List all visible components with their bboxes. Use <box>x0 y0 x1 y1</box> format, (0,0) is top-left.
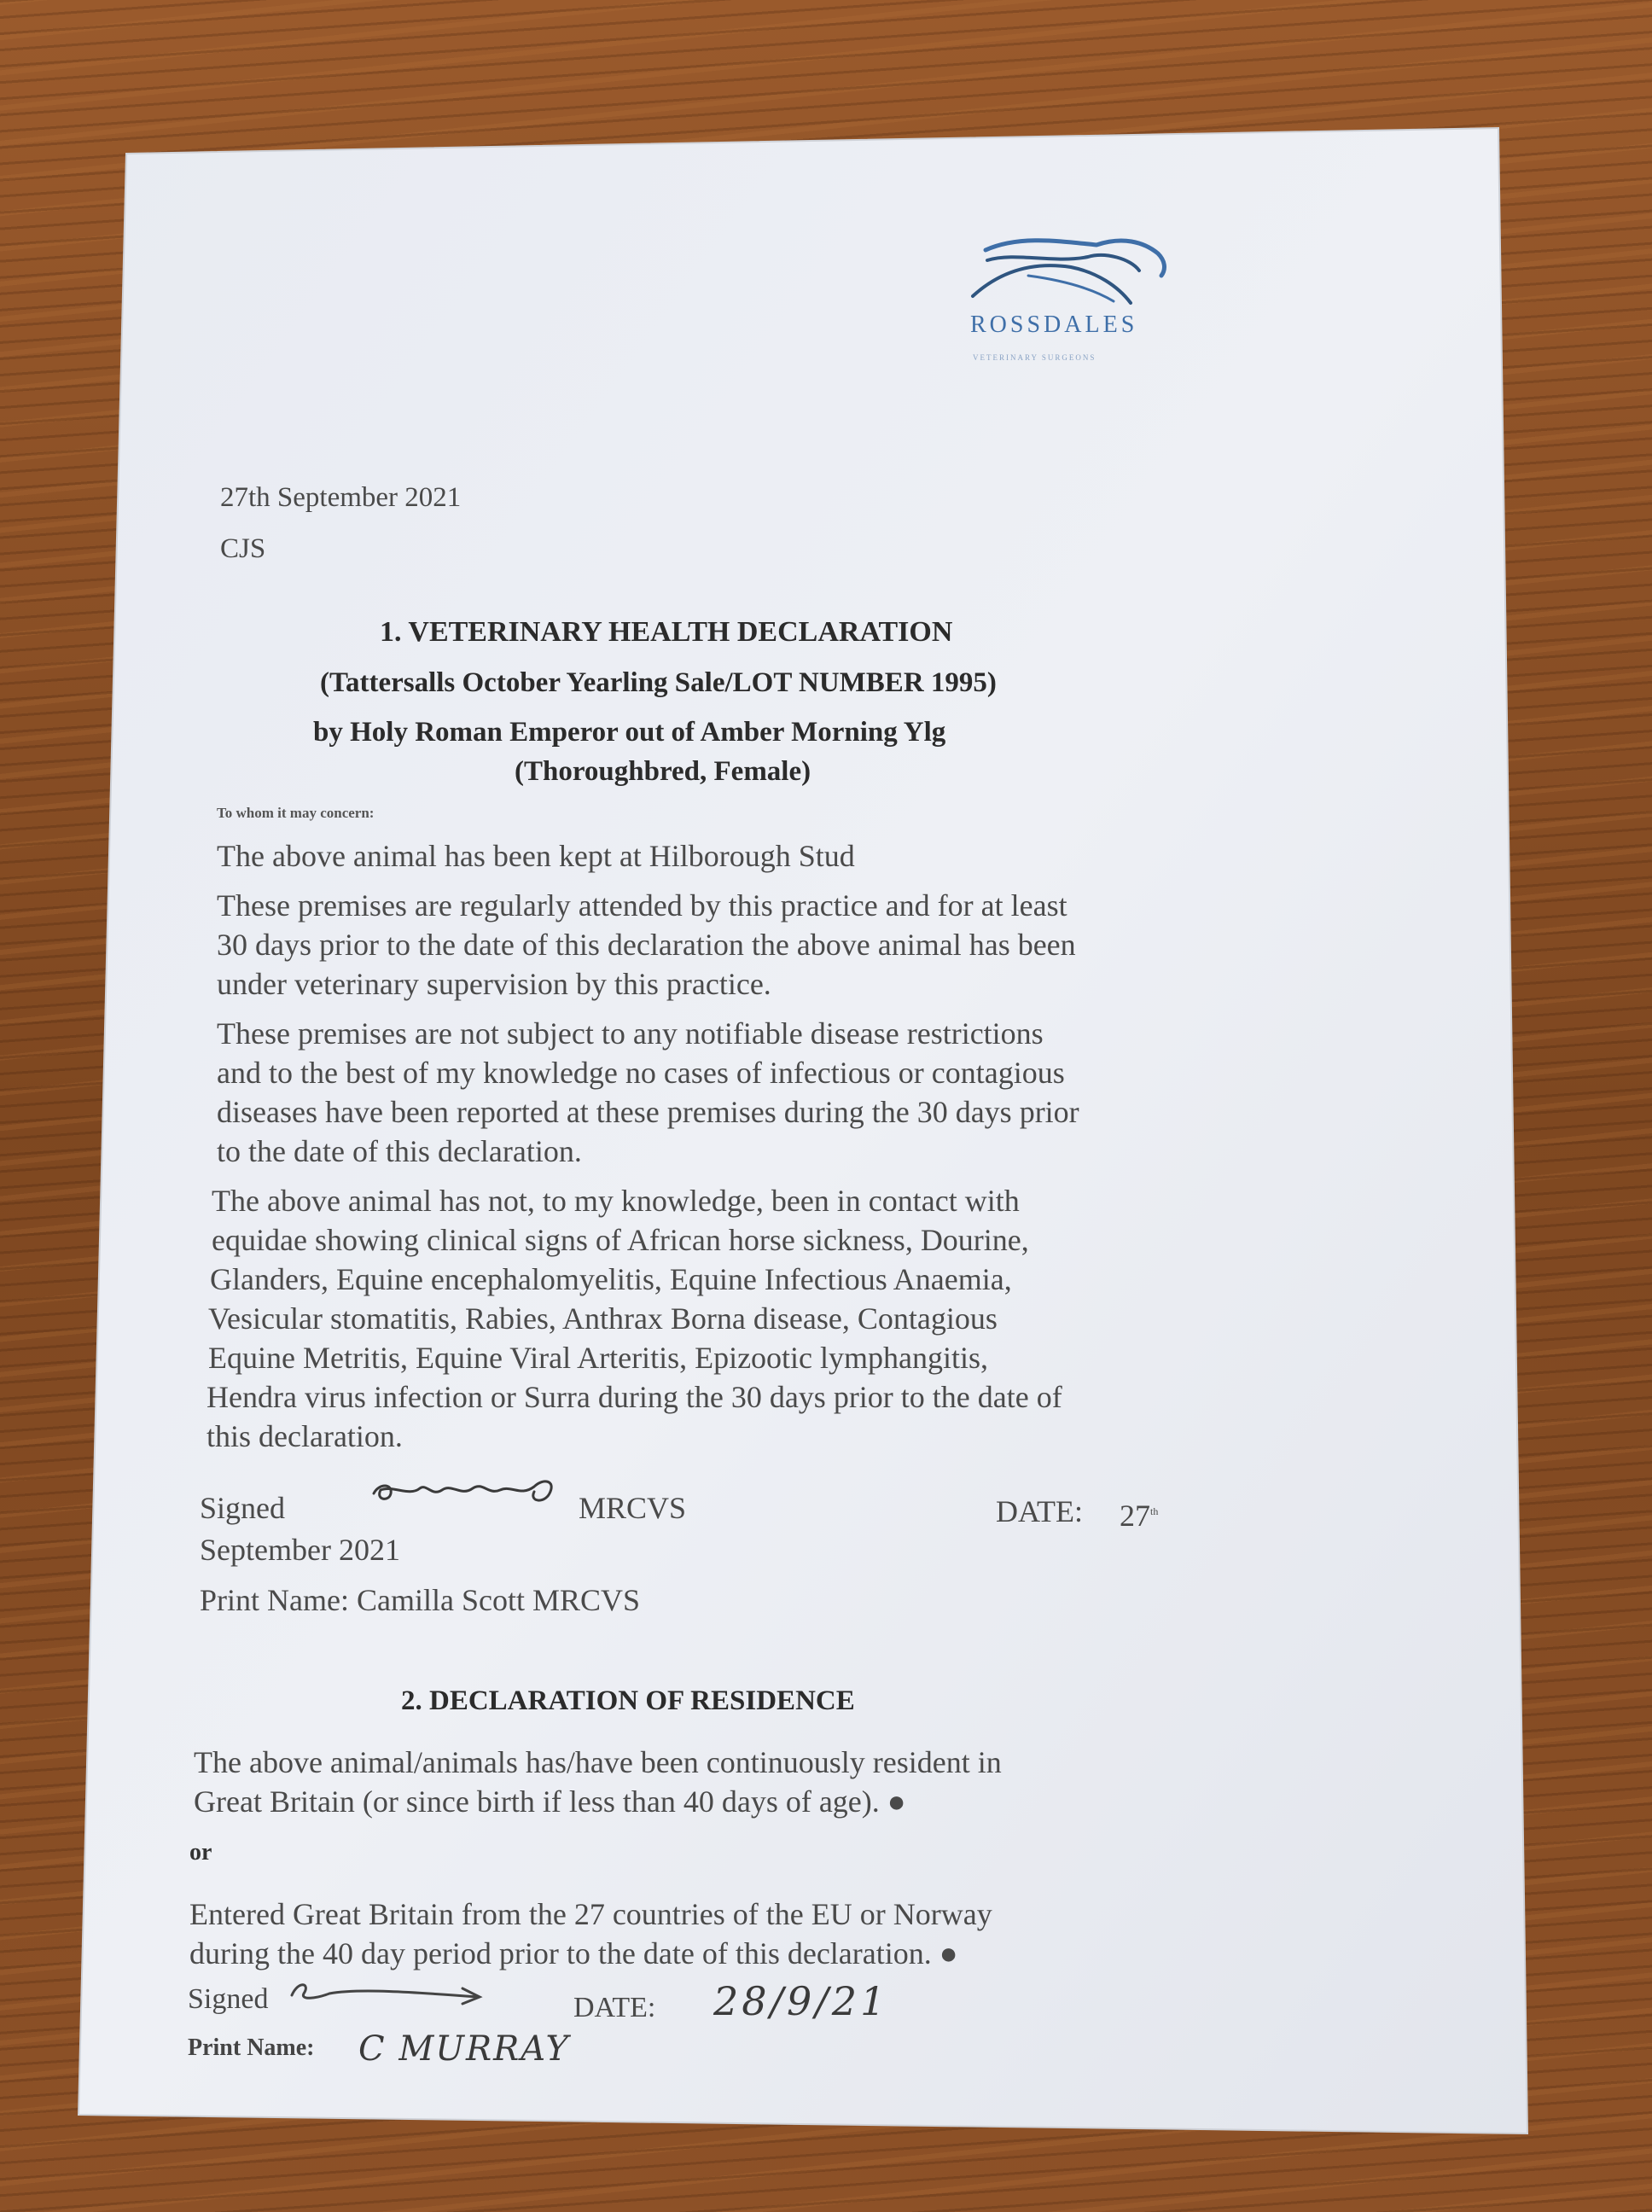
para-kept-at: The above animal has been kept at Hilborough Stud <box>217 839 855 873</box>
para-line: to the date of this declaration. <box>217 1134 582 1168</box>
section1-type-line: (Thoroughbred, Female) <box>515 756 811 787</box>
date-value-2: 28/9/21 <box>713 1978 889 2024</box>
para-line: during the 40 day period prior to the date of this declaration. ● <box>189 1936 958 1970</box>
para-line: equidae showing clinical signs of African horse sickness, Dourine, <box>212 1223 1029 1257</box>
para-line: The above animal/animals has/have been continuously resident in <box>194 1745 1002 1779</box>
date-day: 27th <box>1120 1499 1159 1533</box>
print-name-label-2: Print Name: <box>188 2034 315 2061</box>
para-line: These premises are regularly attended by this practice and for at least <box>217 888 1067 923</box>
date-label-2: DATE: <box>573 1992 656 2023</box>
letter-reference: CJS <box>220 533 266 564</box>
or-label: or <box>189 1839 212 1866</box>
section1-title: 1. VETERINARY HEALTH DECLARATION <box>380 616 953 648</box>
para-line: The above animal has not, to my knowledge, been in contact with <box>212 1184 1020 1218</box>
logo-text: ROSSDALES <box>970 311 1138 338</box>
para-line: this declaration. <box>206 1419 403 1453</box>
date-label: DATE: <box>996 1494 1083 1528</box>
logo-subtitle: VETERINARY SURGEONS <box>973 353 1096 362</box>
date-sup: th <box>1150 1505 1159 1517</box>
para-line: under veterinary supervision by this practice. <box>217 967 771 1001</box>
letter-date: 27th September 2021 <box>220 482 462 513</box>
para-line: Equine Metritis, Equine Viral Arteritis, Epizootic lymphangitis, <box>208 1341 989 1375</box>
salutation: To whom it may concern: <box>217 805 375 821</box>
para-line: Vesicular stomatitis, Rabies, Anthrax Borna disease, Contagious <box>208 1301 998 1336</box>
date-month-year: September 2021 <box>200 1533 400 1567</box>
para-line: and to the best of my knowledge no cases of infectious or contagious <box>217 1056 1065 1090</box>
section1-horse-line: by Holy Roman Emperor out of Amber Morning Ylg <box>313 717 946 748</box>
para-line: 30 days prior to the date of this declaration the above animal has been <box>217 928 1076 962</box>
para-line: These premises are not subject to any notifiable disease restrictions <box>217 1016 1044 1051</box>
signature-scott <box>367 1468 576 1519</box>
signed-label-2: Signed <box>188 1983 269 2015</box>
para-line: Hendra virus infection or Surra during the 30 days prior to the date of <box>206 1380 1062 1414</box>
signature-murray <box>282 1973 503 2016</box>
section2-title: 2. DECLARATION OF RESIDENCE <box>401 1685 855 1716</box>
print-name-value-2: C MURRAY <box>358 2029 570 2069</box>
para-line: Great Britain (or since birth if less than 40 days of age). ● <box>194 1784 906 1819</box>
para-line: diseases have been reported at these premises during the 30 days prior <box>217 1095 1079 1129</box>
para-line: Glanders, Equine encephalomyelitis, Equine Infectious Anaemia, <box>210 1262 1012 1296</box>
signed-label: Signed <box>200 1491 286 1525</box>
para-line: Entered Great Britain from the 27 countries of the EU or Norway <box>189 1897 992 1931</box>
print-name-scott: Print Name: Camilla Scott MRCVS <box>200 1583 641 1617</box>
section1-sale-line: (Tattersalls October Yearling Sale/LOT NUMBER 1995) <box>320 667 997 698</box>
signed-suffix: MRCVS <box>579 1491 687 1525</box>
